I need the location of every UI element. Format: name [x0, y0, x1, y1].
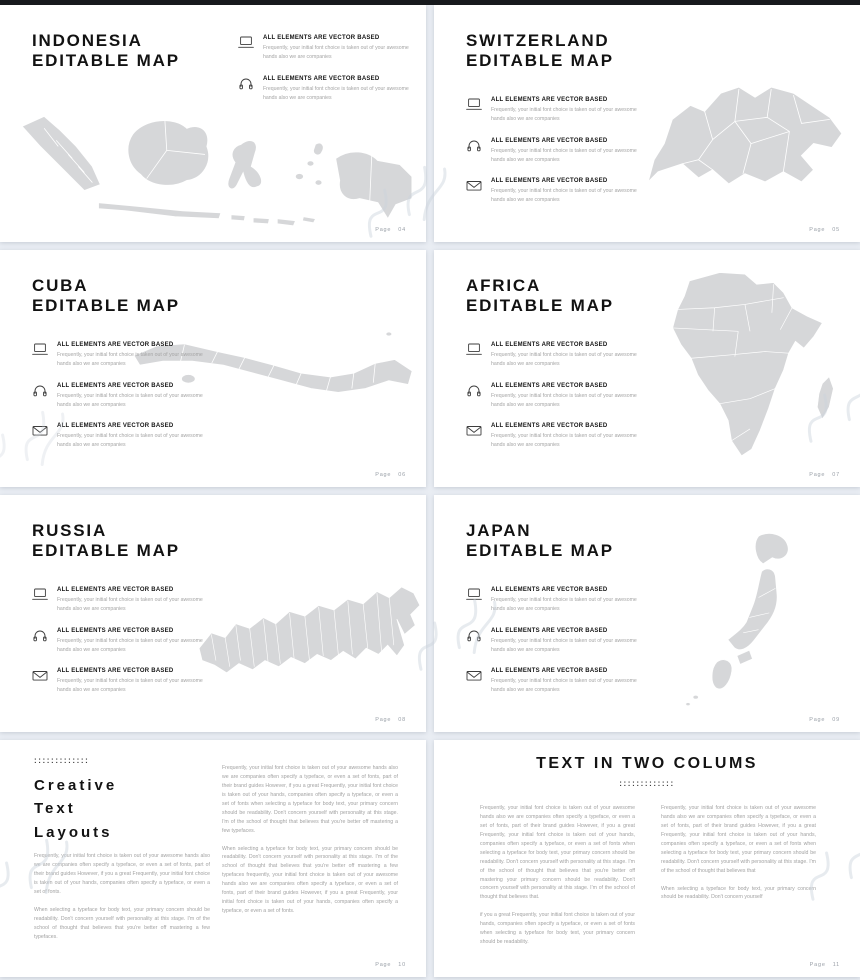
feature-item	[238, 76, 410, 103]
mail-icon	[466, 669, 482, 682]
slide-title	[466, 31, 614, 72]
page-number	[375, 717, 406, 723]
feature-heading: ALL ELEMENTS ARE VECTOR BASED	[57, 382, 174, 389]
page-value: 08	[398, 717, 406, 723]
feature-body: Frequently, your initial font choice is taken out of your awesome hands also we are companies	[57, 597, 203, 612]
page-label: Page	[809, 962, 826, 968]
feature-item	[32, 587, 210, 614]
dots-decoration: :::::::::::::	[619, 779, 675, 788]
mail-icon	[32, 424, 48, 437]
slide-title	[466, 276, 614, 317]
slide-cuba-map	[0, 250, 426, 487]
slide-title-line3: Layouts	[34, 823, 113, 841]
feature-heading: ALL ELEMENTS ARE VECTOR BASED	[491, 423, 608, 430]
feature-item	[466, 342, 644, 369]
feature-body: Frequently, your initial font choice is taken out of your awesome hands also we are companies	[491, 678, 637, 694]
slide-title-line1: JAPAN	[466, 521, 532, 540]
feature-heading: ALL ELEMENTS ARE VECTOR BASED	[57, 342, 174, 348]
laptop-icon	[466, 343, 482, 356]
feature-list	[32, 587, 210, 695]
feature-item	[466, 587, 644, 614]
slide-title-line2: EDITABLE MAP	[466, 541, 614, 561]
slide-title-line1: RUSSIA	[32, 521, 108, 540]
laptop-icon	[32, 588, 48, 601]
paragraph: if you a great Frequently, your initial font choice is taken out of your hands, companies often specify a typeface, or even a set of fonts when selecting a typeface for body text, your primary concern should be readability.	[480, 912, 635, 946]
paragraph: Frequently, your initial font choice is taken out of your awesome hands also we are companies often specify a typeface, or even a set of fonts, part of their brand guides However, if you a great Frequently, your initial font choice is taken out of your hands, companies often specify a typeface, or even a set of fonts when selecting a typeface for body text, your primary concern should be readability. Don't concern yourself with personality at this stage. I'm of the school of thought that believes that you're better off mastering your primary concern should be readability. Don't concern yourself with personality at this stage. I'm of the school of thought that believes that.	[480, 805, 635, 901]
feature-item	[32, 668, 210, 695]
feature-list	[32, 342, 210, 450]
feature-list	[466, 342, 644, 450]
slide-title	[32, 31, 180, 72]
japan-map-graphic	[656, 527, 812, 711]
paragraph: When selecting a typeface for body text, your primary concern should be readability. Don't concern yourself with personality at this stage. I'm of the school of thought that believes that you're better off mastering a few typefaces frequently, your initial font choice is taken out of your awesome hands also we are companies often specify a typeface, or even a set of fonts, part of their brand guides However, if you a great Frequently, your initial font choice is taken out of your hands, companies often specify a typeface, or even a set of fonts.	[222, 845, 398, 915]
headphones-icon	[32, 629, 48, 642]
slide-title-line1: INDONESIA	[32, 31, 143, 50]
feature-heading: ALL ELEMENTS ARE VECTOR BASED	[263, 75, 380, 82]
slide-title	[34, 774, 117, 844]
feature-body: Frequently, your initial font choice is taken out of your awesome hands also we are companies	[57, 637, 203, 653]
text-column-right	[222, 764, 398, 925]
feature-heading: ALL ELEMENTS ARE VECTOR BASED	[491, 178, 608, 185]
feature-body: Frequently, your initial font choice is taken out of your awesome hands also we are companies	[57, 678, 203, 694]
feature-list	[466, 97, 644, 205]
feature-heading: ALL ELEMENTS ARE VECTOR BASED	[491, 137, 608, 144]
feature-item	[32, 628, 210, 655]
slide-creative-text-layouts	[0, 740, 426, 977]
slide-title-line1: Creative	[34, 777, 118, 794]
feature-body: Frequently, your initial font choice is taken out of your awesome hands also we are companies	[263, 45, 409, 60]
feature-item	[466, 97, 644, 124]
feature-heading: ALL ELEMENTS ARE VECTOR BASED	[57, 668, 174, 675]
feature-body: Frequently, your initial font choice is taken out of your awesome hands also we are companies	[491, 392, 637, 408]
feature-item	[466, 138, 644, 165]
headphones-icon	[466, 384, 482, 397]
two-column-text	[480, 804, 816, 956]
feature-item	[466, 628, 644, 655]
paragraph: When selecting a typeface for body text, your primary concern should be readability. Don't concern yourself with personality at this stage. I'm of the school of thought that believes that you're better off mastering a few typefaces.	[34, 906, 210, 940]
top-divider-bar	[0, 0, 860, 5]
russia-map-graphic	[196, 565, 426, 707]
feature-body: Frequently, your initial font choice is taken out of your awesome hands also we are companies	[263, 85, 409, 101]
page-number	[810, 962, 840, 968]
slide-text-in-two-columns	[434, 740, 860, 977]
laptop-icon	[466, 588, 482, 601]
feature-heading: ALL ELEMENTS ARE VECTOR BASED	[57, 587, 174, 593]
laptop-icon	[466, 98, 482, 111]
feature-item	[466, 383, 644, 410]
page-value: 10	[398, 962, 406, 968]
text-column-left	[34, 852, 210, 950]
feature-item	[466, 423, 644, 450]
slide-switzerland-map	[434, 5, 860, 242]
feature-heading: ALL ELEMENTS ARE VECTOR BASED	[491, 627, 608, 634]
slides-grid	[0, 5, 860, 977]
feature-body: Frequently, your initial font choice is taken out of your awesome hands also we are companies	[57, 392, 203, 408]
feature-heading: ALL ELEMENTS ARE VECTOR BASED	[57, 423, 174, 430]
mail-icon	[32, 669, 48, 682]
page-value: 09	[832, 717, 840, 723]
page-label: Page	[375, 227, 392, 233]
feature-body: Frequently, your initial font choice is taken out of your awesome hands also we are companies	[491, 107, 637, 122]
headphones-icon	[32, 384, 48, 397]
feature-item	[32, 342, 210, 369]
switzerland-map-graphic	[642, 57, 854, 212]
page-number	[809, 717, 840, 723]
page-number	[809, 227, 840, 233]
slide-title	[466, 521, 614, 562]
slide-title-line1: AFRICA	[466, 276, 542, 295]
feature-item	[32, 383, 210, 410]
page-value: 05	[832, 227, 840, 233]
feature-heading: ALL ELEMENTS ARE VECTOR BASED	[491, 668, 608, 675]
headphones-icon	[238, 77, 254, 90]
feature-heading: ALL ELEMENTS ARE VECTOR BASED	[491, 97, 608, 103]
feature-heading: ALL ELEMENTS ARE VECTOR BASED	[491, 342, 608, 348]
feature-body: Frequently, your initial font choice is taken out of your awesome hands also we are companies	[57, 352, 203, 367]
feature-list	[238, 35, 410, 102]
page-label: Page	[809, 472, 826, 478]
mail-icon	[466, 179, 482, 192]
paragraph: Frequently, your initial font choice is taken out of your awesome hands also we are companies often specify a typeface, or even a set of fonts, part of their brand guides However, if you a great Frequently, your initial font choice is taken out of your hands, companies often specify a typeface, or even a set of fonts.	[34, 853, 210, 895]
feature-heading: ALL ELEMENTS ARE VECTOR BASED	[263, 35, 380, 41]
feature-item	[466, 178, 644, 205]
feature-item	[466, 668, 644, 695]
page-number	[375, 472, 406, 478]
feature-body: Frequently, your initial font choice is taken out of your awesome hands also we are companies	[491, 637, 637, 653]
feature-heading: ALL ELEMENTS ARE VECTOR BASED	[57, 627, 174, 634]
slide-title	[32, 521, 180, 562]
feature-heading: ALL ELEMENTS ARE VECTOR BASED	[491, 382, 608, 389]
slide-africa-map	[434, 250, 860, 487]
page-value: 06	[398, 472, 406, 478]
page-label: Page	[809, 227, 826, 233]
slide-title	[32, 276, 180, 317]
slide-title-line1: SWITZERLAND	[466, 31, 610, 50]
page-value: 07	[832, 472, 840, 478]
page-label: Page	[375, 472, 392, 478]
paragraph: Frequently, your initial font choice is taken out of your awesome hands also we are companies often specify a typeface, or even a set of fonts, part of their brand guides However, if you a great Frequently, your initial font choice is taken out of your hands, companies often specify a typeface, or even a set of fonts when selecting a typeface for body text, your primary concern should be readability. Don't concern yourself with personality at this stage. I'm of the school of thought that believes that you're better off mastering a few typefaces.	[222, 765, 398, 834]
slide-title-line2: Text	[34, 800, 76, 818]
feature-heading: ALL ELEMENTS ARE VECTOR BASED	[491, 587, 608, 593]
laptop-icon	[238, 36, 254, 49]
page-number	[809, 472, 840, 478]
slide-russia-map	[0, 495, 426, 732]
page-label: Page	[375, 962, 392, 968]
feature-body: Frequently, your initial font choice is taken out of your awesome hands also we are companies	[491, 433, 637, 449]
slide-title: TEXT IN TWO COLUMS	[536, 755, 758, 772]
slide-title-line2: EDITABLE MAP	[32, 541, 180, 561]
text-column-left	[480, 804, 635, 956]
headphones-icon	[466, 139, 482, 152]
page-value: 11	[832, 962, 840, 968]
feature-list	[466, 587, 644, 695]
slide-title-line2: EDITABLE MAP	[466, 51, 614, 71]
slide-title-line2: EDITABLE MAP	[466, 296, 614, 316]
feature-body: Frequently, your initial font choice is taken out of your awesome hands also we are companies	[491, 352, 637, 367]
feature-item	[32, 423, 210, 450]
mail-icon	[466, 424, 482, 437]
laptop-icon	[32, 343, 48, 356]
slide-japan-map	[434, 495, 860, 732]
africa-map-graphic	[646, 264, 854, 466]
feature-body: Frequently, your initial font choice is taken out of your awesome hands also we are companies	[491, 147, 637, 163]
dots-decoration: :::::::::::::	[34, 756, 90, 765]
page-value: 04	[398, 227, 406, 233]
page-number	[375, 962, 406, 968]
headphones-icon	[466, 629, 482, 642]
feature-item	[238, 35, 410, 62]
slide-title-line2: EDITABLE MAP	[32, 296, 180, 316]
page-label: Page	[375, 717, 392, 723]
text-column-right	[661, 804, 816, 956]
feature-body: Frequently, your initial font choice is taken out of your awesome hands also we are companies	[491, 188, 637, 204]
slide-title-line1: CUBA	[32, 276, 89, 295]
slide-title-line2: EDITABLE MAP	[32, 51, 180, 71]
feature-body: Frequently, your initial font choice is taken out of your awesome hands also we are companies	[57, 433, 203, 449]
paragraph: When selecting a typeface for body text, your primary concern should be readability. Don't concern yourself	[661, 885, 816, 901]
page-number	[375, 227, 406, 233]
page-label: Page	[809, 717, 826, 723]
indonesia-map-graphic	[14, 105, 416, 233]
paragraph: Frequently, your initial font choice is taken out of your awesome hands also we are companies often specify a typeface, or even a set of fonts, part of their brand guides However, if you a great Frequently, your initial font choice is taken out of your hands, companies often specify a typeface, or even a set of fonts when selecting a typeface for body text, your primary concern should be readability. Don't concern yourself with personality at this stage. I'm of the school of thought that believes that	[661, 805, 816, 874]
slide-indonesia-map	[0, 5, 426, 242]
feature-body: Frequently, your initial font choice is taken out of your awesome hands also we are companies	[491, 597, 637, 612]
